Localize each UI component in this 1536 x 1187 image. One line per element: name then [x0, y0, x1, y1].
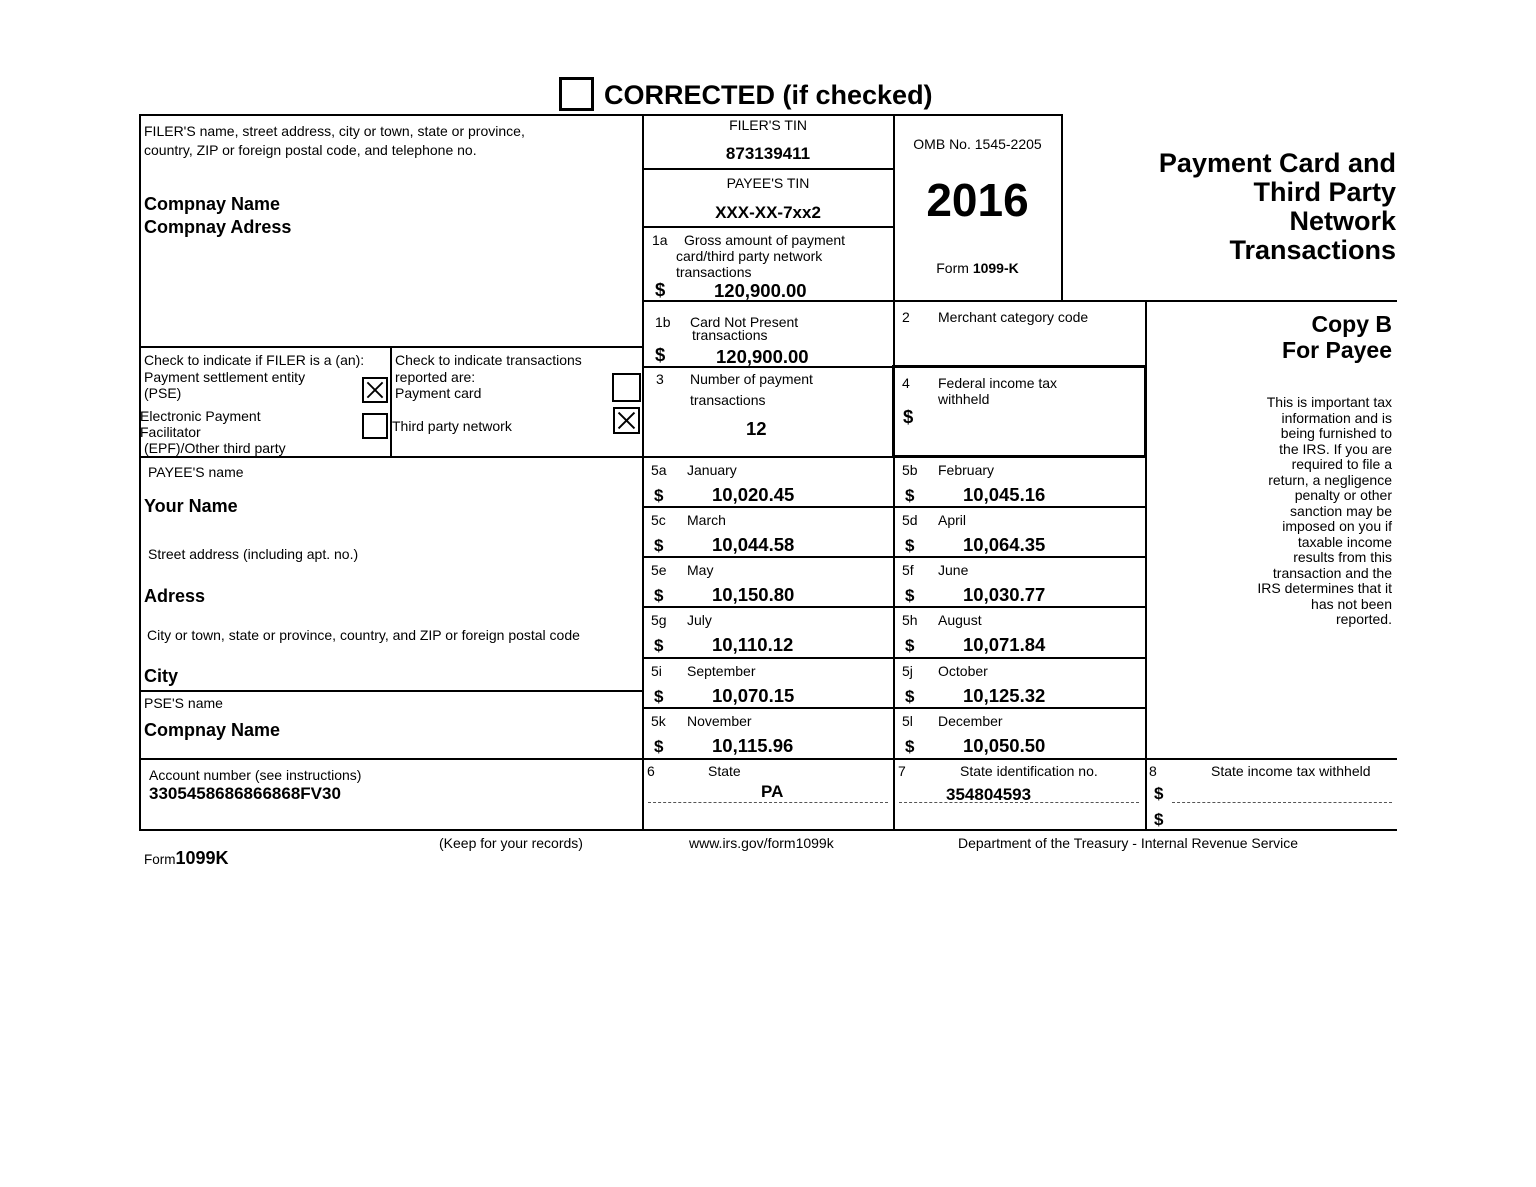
box-8-num: 8	[1149, 763, 1157, 779]
payee-street: Adress	[144, 586, 206, 606]
month-box-label: April	[938, 512, 967, 528]
box-7-num: 7	[898, 763, 906, 779]
copy-notice-line: taxable income	[1297, 533, 1392, 550]
payee-name-label: PAYEE'S name	[148, 464, 244, 480]
department: Department of the Treasury - Internal Revenue Service	[958, 835, 1299, 851]
box-4-label-2: withheld	[938, 391, 990, 407]
title-line-1: Payment Card and	[1158, 148, 1396, 178]
street-label: Street address (including apt. no.)	[148, 546, 359, 562]
month-box-value: 10,115.96	[712, 735, 794, 756]
month-box-num: 5k	[651, 713, 666, 729]
copy-subtitle: For Payee	[1282, 337, 1392, 363]
box-7-label: State identification no.	[960, 763, 1098, 779]
copy-notice-line: required to file a	[1291, 456, 1392, 472]
box-1a-label: Gross amount of payment	[684, 232, 846, 248]
box-1a-label-2: card/third party network	[676, 248, 823, 264]
title-line-4: Transactions	[1229, 235, 1396, 265]
epf-option-label-2: Facilitator	[140, 424, 201, 440]
state-id-value: 354804593	[946, 785, 1032, 804]
month-box-currency: $	[654, 586, 664, 605]
month-box-value: 10,064.35	[963, 534, 1046, 555]
month-box-value: 10,150.80	[712, 584, 795, 605]
pse-option-label-2: (PSE)	[144, 385, 182, 401]
irs-url[interactable]: www.irs.gov/form1099k	[689, 835, 834, 851]
month-box-num: 5h	[902, 612, 918, 628]
box-4-label: Federal income tax	[938, 375, 1058, 391]
copy-notice-line: has not been	[1311, 595, 1392, 612]
box-1b-label-2: transactions	[692, 327, 768, 343]
copy-notice-line: return, a negligence	[1268, 471, 1392, 488]
copy-notice-line: being furnished to	[1280, 425, 1392, 441]
month-box-currency: $	[654, 737, 664, 756]
month-box-num: 5a	[651, 462, 667, 478]
box-1a-value: 120,900.00	[714, 280, 807, 301]
copy-notice-line: reported.	[1335, 611, 1392, 627]
copy-notice-line: penalty or other	[1294, 487, 1392, 503]
box-8-label: State income tax withheld	[1211, 763, 1371, 779]
box-3-value: 12	[746, 418, 767, 439]
copy-notice-line: This is important tax	[1266, 394, 1392, 410]
form-number: 1099-K	[972, 260, 1019, 276]
box-1b-num: 1b	[655, 314, 671, 330]
box-6-label: State	[708, 763, 741, 779]
copy-notice-line: imposed on you if	[1282, 518, 1392, 534]
filer-label-2: country, ZIP or foreign postal code, and telephone no.	[144, 142, 477, 158]
month-box-num: 5c	[651, 512, 666, 528]
pse-name-label: PSE'S name	[144, 695, 223, 711]
month-box-label: September	[687, 663, 756, 679]
payment-card-checkbox[interactable]	[612, 373, 641, 402]
box-3-num: 3	[656, 371, 664, 387]
month-box-value: 10,020.45	[712, 484, 795, 505]
filer-address: Compnay Adress	[144, 217, 292, 237]
footer-form-number: 1099K	[175, 848, 229, 868]
payee-city: City	[144, 666, 179, 686]
month-box-num: 5l	[902, 713, 913, 729]
month-box-currency: $	[654, 536, 664, 555]
keep-records: (Keep for your records)	[439, 835, 583, 851]
month-box-value: 10,071.84	[963, 634, 1046, 655]
month-box-value: 10,030.77	[963, 584, 1046, 605]
month-box-currency: $	[654, 636, 664, 655]
box-6-num: 6	[647, 763, 655, 779]
copy-notice-line: IRS determines that it	[1257, 580, 1392, 596]
month-box-label: August	[938, 612, 982, 628]
state-value: PA	[761, 782, 784, 801]
account-label: Account number (see instructions)	[149, 767, 362, 783]
month-box-value: 10,045.16	[963, 484, 1046, 505]
month-box-currency: $	[905, 636, 915, 655]
epf-option-label: Electronic Payment	[140, 408, 261, 424]
filer-tin-value: 873139411	[725, 144, 811, 163]
epf-checkbox[interactable]	[362, 413, 388, 439]
month-box-value: 10,044.58	[712, 534, 795, 555]
copy-notice-line: results from this	[1293, 549, 1392, 565]
third-party-label: Third party network	[392, 418, 512, 434]
month-box-num: 5e	[651, 562, 667, 578]
month-box-currency: $	[905, 586, 915, 605]
month-box-label: January	[687, 462, 737, 478]
filer-tin-label: FILER'S TIN	[729, 117, 807, 133]
month-box-label: October	[938, 663, 988, 679]
month-box-value: 10,070.15	[712, 685, 795, 706]
box-2-num: 2	[902, 309, 910, 325]
third-party-checkbox[interactable]	[613, 407, 640, 434]
month-box-num: 5j	[902, 663, 913, 679]
transaction-type-label-2: reported are:	[395, 369, 476, 385]
corrected-label: CORRECTED (if checked)	[604, 80, 933, 110]
footer-form	[144, 848, 229, 870]
box-8-currency-1: $	[1154, 784, 1164, 803]
copy-notice-line: sanction may be	[1290, 502, 1392, 519]
box-3-label: Number of payment	[690, 371, 813, 387]
box-2-label: Merchant category code	[938, 309, 1089, 325]
month-box-label: November	[687, 713, 752, 729]
title-line-3: Network	[1289, 206, 1396, 236]
month-box-currency: $	[905, 486, 915, 505]
box-1b-currency: $	[655, 344, 666, 365]
month-box-value: 10,110.12	[712, 634, 794, 655]
box-1a-currency: $	[655, 279, 666, 300]
copy-notice-line: information and is	[1281, 409, 1392, 426]
payment-card-label: Payment card	[395, 385, 482, 401]
month-box-currency: $	[905, 737, 915, 756]
month-box-label: December	[938, 713, 1003, 729]
copy-title: Copy B	[1311, 311, 1392, 337]
form-prefix: Form	[936, 260, 973, 276]
payee-tin-value: XXX-XX-7xx2	[715, 203, 821, 222]
month-box-num: 5i	[651, 663, 662, 679]
month-box-label: February	[938, 462, 995, 478]
month-box-label: May	[687, 562, 714, 578]
filer-label: FILER'S name, street address, city or town, state or province,	[144, 123, 525, 139]
month-box-label: June	[938, 562, 969, 578]
filer-name: Compnay Name	[144, 194, 281, 214]
form-name	[894, 260, 1061, 276]
copy-notice-line: the IRS. If you are	[1279, 440, 1392, 457]
month-box-currency: $	[905, 687, 915, 706]
pse-checkbox[interactable]	[362, 377, 388, 403]
box-4-num: 4	[902, 375, 910, 391]
month-box-num: 5f	[902, 562, 914, 578]
month-box-currency: $	[654, 486, 664, 505]
pse-name: Compnay Name	[144, 720, 281, 740]
month-box-value: 10,125.32	[963, 685, 1046, 706]
month-box-num: 5g	[651, 612, 667, 628]
box-4-currency: $	[903, 406, 914, 427]
box-1b-value: 120,900.00	[716, 346, 809, 367]
box-1b-label: Card Not Present	[690, 314, 799, 330]
pse-option-label: Payment settlement entity	[144, 369, 306, 385]
month-box-label: July	[687, 612, 712, 628]
box-1a-num: 1a	[652, 232, 668, 248]
account-number: 3305458686866868FV30	[149, 784, 341, 803]
box-8-currency-2: $	[1154, 810, 1164, 829]
corrected-checkbox[interactable]	[559, 77, 594, 111]
omb-number: OMB No. 1545-2205	[913, 136, 1042, 152]
city-label: City or town, state or province, country, and ZIP or foreign postal code	[147, 627, 580, 643]
copy-notice	[1192, 395, 1392, 628]
payee-name: Your Name	[144, 496, 238, 516]
month-box-num: 5d	[902, 512, 918, 528]
month-box-num: 5b	[902, 462, 918, 478]
epf-option-label-3: (EPF)/Other third party	[144, 440, 286, 456]
footer-form-prefix: Form	[144, 852, 176, 867]
copy-notice-line: transaction and the	[1272, 564, 1392, 581]
box-1a-label-3: transactions	[676, 264, 752, 280]
month-box-label: March	[687, 512, 726, 528]
payee-tin-label: PAYEE'S TIN	[726, 175, 810, 191]
box-3-label-2: transactions	[690, 392, 766, 408]
month-box-currency: $	[905, 536, 915, 555]
transaction-type-label: Check to indicate transactions	[395, 352, 582, 368]
month-box-value: 10,050.50	[963, 735, 1046, 756]
filer-type-label: Check to indicate if FILER is a (an):	[144, 352, 365, 368]
tax-year: 2016	[926, 174, 1029, 226]
title-line-2: Third Party	[1253, 177, 1396, 207]
month-box-currency: $	[654, 687, 664, 706]
